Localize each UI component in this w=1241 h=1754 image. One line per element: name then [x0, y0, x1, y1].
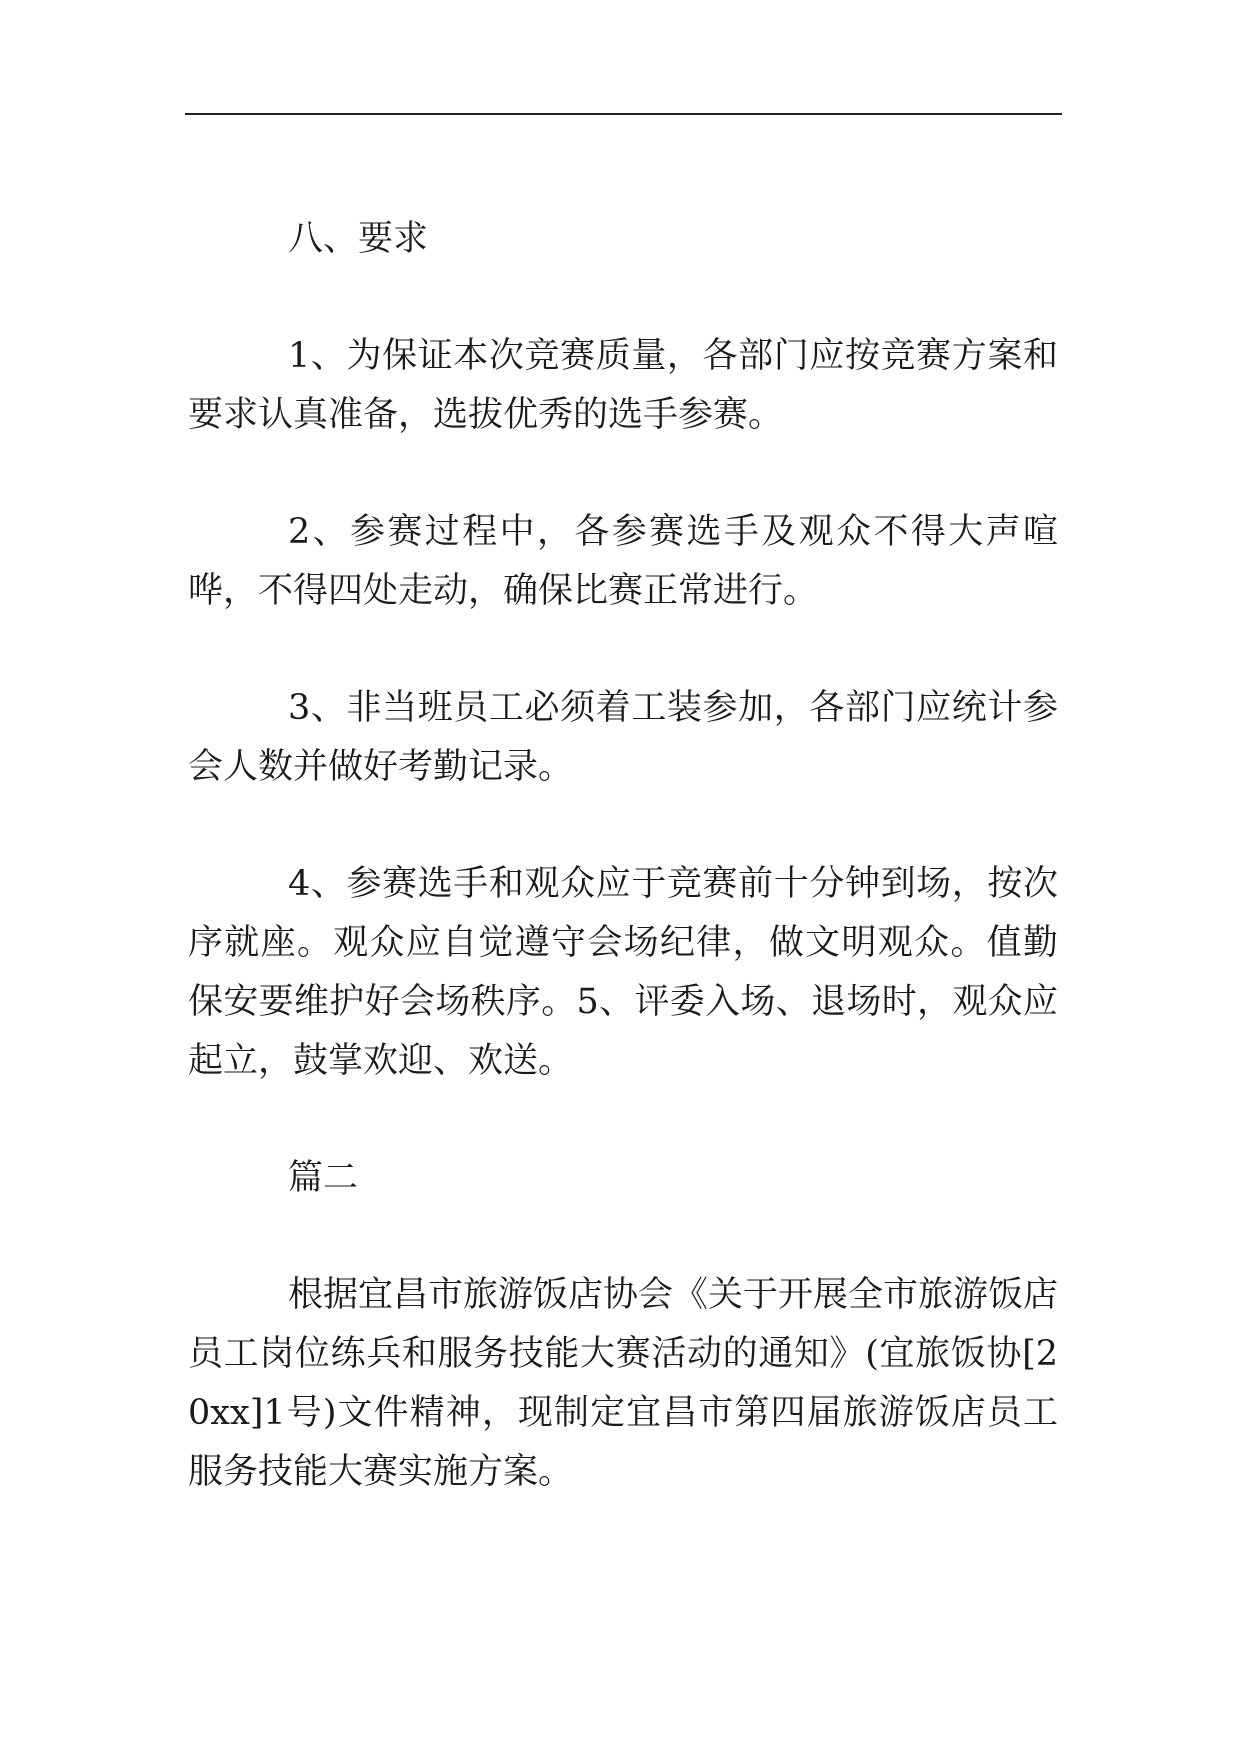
intro-paragraph: 根据宜昌市旅游饭店协会《关于开展全市旅游饭店员工岗位练兵和服务技能大赛活动的通知》(宜旅饭协[20xx]1号)文件精神，现制定宜昌市第四届旅游饭店员工服务技能大赛实施方案。 [188, 1275, 1059, 1492]
part-heading: 篇二 [288, 1158, 359, 1198]
header-rule [185, 113, 1062, 115]
requirement-paragraph-2: 2、参赛过程中，各参赛选手及观众不得大声喧哗，不得四处走动，确保比赛正常进行。 [188, 512, 1058, 611]
requirement-paragraph-3: 3、非当班员工必须着工装参加，各部门应统计参会人数并做好考勤记录。 [188, 688, 1058, 787]
document-body [188, 210, 1058, 1560]
section-heading: 八、要求 [288, 219, 429, 259]
requirement-paragraph-1: 1、为保证本次竞赛质量，各部门应按竞赛方案和要求认真准备，选拔优秀的选手参赛。 [188, 336, 1058, 435]
requirement-paragraph-4: 4、参赛选手和观众应于竞赛前十分钟到场，按次序就座。观众应自觉遵守会场纪律，做文明观众。值勤保安要维护好会场秩序。5、评委入场、退场时，观众应起立，鼓掌欢迎、欢送。 [188, 864, 1058, 1081]
